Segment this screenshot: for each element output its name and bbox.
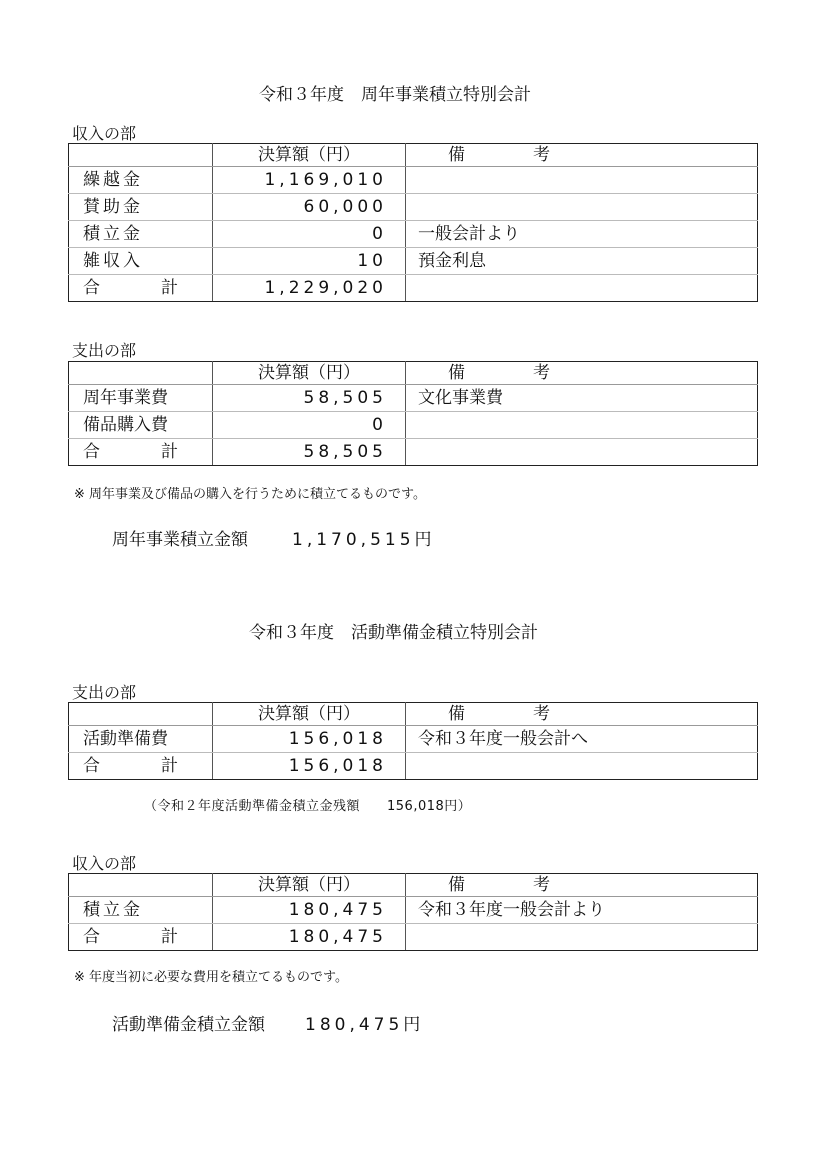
header-remarks (406, 703, 758, 726)
row-category: 賛助金 (69, 194, 213, 221)
total-row (69, 924, 758, 951)
table-header-row (69, 362, 758, 385)
row-amount: 0 (213, 412, 406, 439)
header-amount: 決算額（円） (213, 703, 406, 726)
row-amount: 10 (213, 248, 406, 275)
row-remark (406, 167, 758, 194)
header-remarks-right: 考 (533, 145, 550, 165)
account2-title: 令和３年度 活動準備金積立特別会計 (249, 623, 538, 643)
table-row (69, 221, 758, 248)
header-amount: 決算額（円） (213, 144, 406, 167)
total-label-left: 合 (83, 756, 100, 776)
total-amount: 180,475 (213, 924, 406, 951)
header-remarks-right: 考 (533, 363, 550, 383)
account2-income-label: 収入の部 (72, 854, 137, 873)
header-category (69, 874, 213, 897)
header-remarks-left: 備 (448, 145, 465, 165)
account2-note: ※ 年度当初に必要な費用を積立てるものです。 (74, 970, 348, 985)
row-category: 積立金 (69, 897, 213, 924)
total-label (69, 439, 213, 466)
header-remarks-right: 考 (533, 875, 550, 895)
row-amount: 1,169,010 (213, 167, 406, 194)
total-label-right: 計 (161, 756, 178, 776)
table-row (69, 248, 758, 275)
balance-label: 周年事業積立金額 (112, 530, 248, 550)
account2-expense-label: 支出の部 (72, 683, 137, 702)
header-remarks (406, 362, 758, 385)
total-remark (406, 439, 758, 466)
total-amount: 1,229,020 (213, 275, 406, 302)
balance-amount: 180,475円 (305, 1015, 425, 1035)
row-category: 積立金 (69, 221, 213, 248)
table-row (69, 385, 758, 412)
header-remarks-left: 備 (448, 875, 465, 895)
account1-note: ※ 周年事業及び備品の購入を行うために積立てるものです。 (74, 487, 426, 502)
row-amount: 60,000 (213, 194, 406, 221)
account1-expense-table (68, 361, 758, 466)
total-row (69, 275, 758, 302)
total-label (69, 275, 213, 302)
table-header-row (69, 144, 758, 167)
account1-income-table (68, 143, 758, 302)
account1-title: 令和３年度 周年事業積立特別会計 (259, 85, 531, 105)
header-category (69, 703, 213, 726)
account2-prior-balance-note: （令和２年度活動準備金積立金残額 156,018円） (144, 799, 472, 814)
table-row (69, 897, 758, 924)
row-category: 雑収入 (69, 248, 213, 275)
table-row (69, 167, 758, 194)
account1-balance (112, 525, 436, 550)
header-category (69, 362, 213, 385)
total-label (69, 924, 213, 951)
total-remark (406, 275, 758, 302)
header-amount: 決算額（円） (213, 362, 406, 385)
total-label-right: 計 (161, 278, 178, 298)
row-category: 周年事業費 (69, 385, 213, 412)
balance-label: 活動準備金積立金額 (112, 1015, 265, 1035)
total-label (69, 753, 213, 780)
table-row (69, 726, 758, 753)
row-remark: 令和３年度一般会計より (406, 897, 758, 924)
row-amount: 0 (213, 221, 406, 248)
table-header-row (69, 874, 758, 897)
balance-amount: 1,170,515円 (292, 530, 436, 550)
row-remark (406, 194, 758, 221)
header-remarks (406, 874, 758, 897)
row-remark (406, 412, 758, 439)
header-remarks-left: 備 (448, 363, 465, 383)
header-remarks-left: 備 (448, 704, 465, 724)
row-category: 備品購入費 (69, 412, 213, 439)
row-amount: 156,018 (213, 726, 406, 753)
total-label-left: 合 (83, 442, 100, 462)
account2-balance (112, 1010, 424, 1035)
header-amount: 決算額（円） (213, 874, 406, 897)
table-header-row (69, 703, 758, 726)
total-label-left: 合 (83, 927, 100, 947)
header-remarks-right: 考 (533, 704, 550, 724)
row-category: 繰越金 (69, 167, 213, 194)
total-label-right: 計 (161, 442, 178, 462)
total-label-left: 合 (83, 278, 100, 298)
table-row (69, 194, 758, 221)
total-amount: 58,505 (213, 439, 406, 466)
account1-income-label: 収入の部 (72, 124, 137, 143)
total-row (69, 753, 758, 780)
row-remark: 一般会計より (406, 221, 758, 248)
table-row (69, 412, 758, 439)
row-amount: 180,475 (213, 897, 406, 924)
account2-expense-table (68, 702, 758, 780)
row-remark: 令和３年度一般会計へ (406, 726, 758, 753)
row-category: 活動準備費 (69, 726, 213, 753)
row-remark: 預金利息 (406, 248, 758, 275)
account1-expense-label: 支出の部 (72, 341, 137, 360)
total-row (69, 439, 758, 466)
header-remarks (406, 144, 758, 167)
total-remark (406, 924, 758, 951)
total-amount: 156,018 (213, 753, 406, 780)
header-category (69, 144, 213, 167)
row-amount: 58,505 (213, 385, 406, 412)
total-label-right: 計 (161, 927, 178, 947)
row-remark: 文化事業費 (406, 385, 758, 412)
total-remark (406, 753, 758, 780)
account2-income-table (68, 873, 758, 951)
